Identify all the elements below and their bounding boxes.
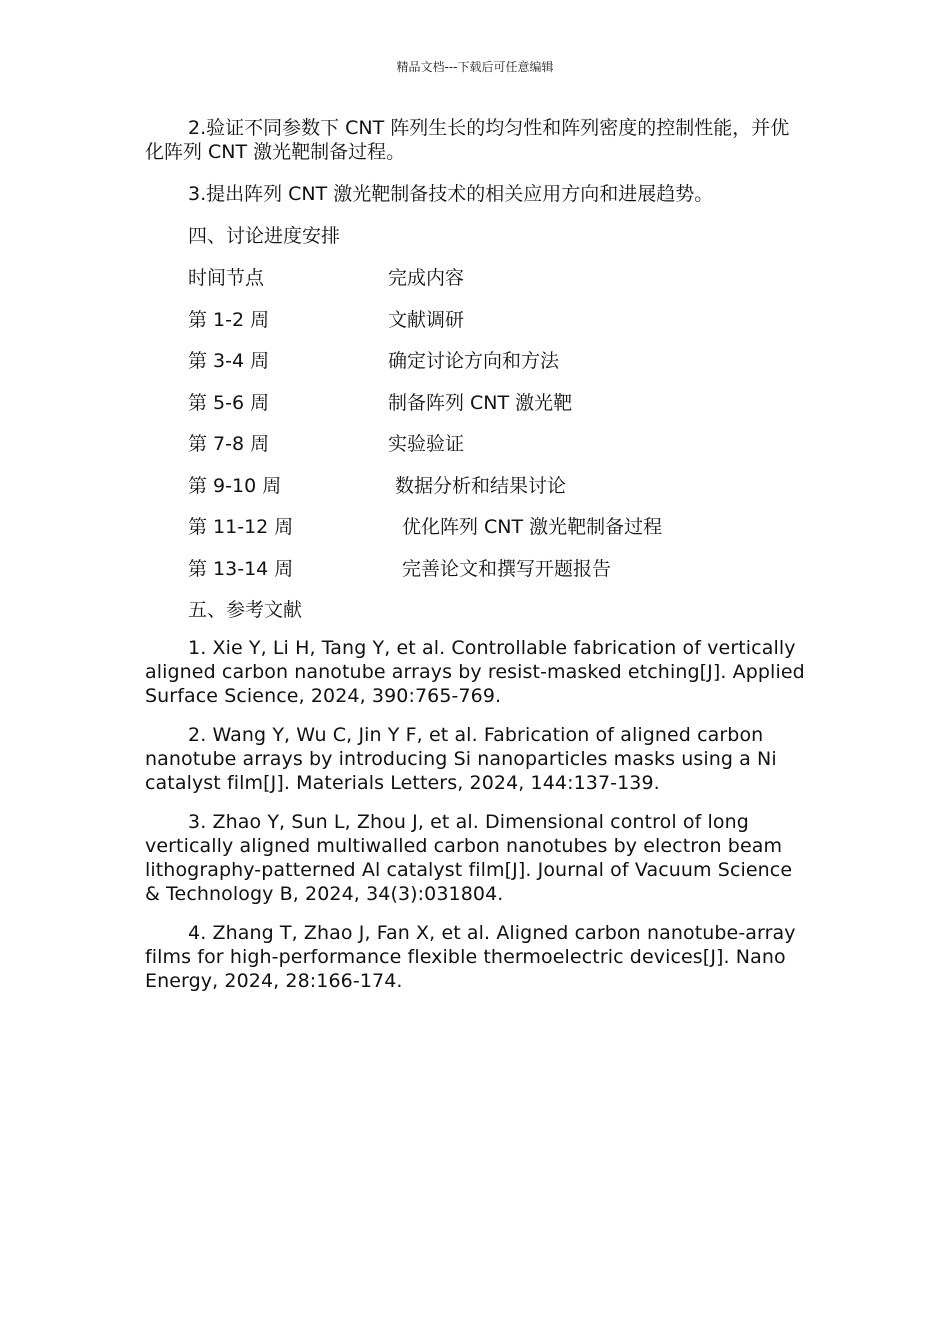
- references-heading: 五、参考文献: [188, 599, 303, 621]
- schedule-time: 第 11-12 周: [188, 516, 294, 538]
- document-body: [145, 116, 805, 1008]
- column-header-content: 完成内容: [388, 267, 465, 289]
- reference-item: 4. Zhang T, Zhao J, Fan X, et al. Aligned carbon nanotube-array films for high-performance flexible thermoelectric devices[J]. Nano Energy, 2024, 28:166-174.: [145, 922, 796, 992]
- schedule-time: 第 5-6 周: [188, 391, 270, 414]
- schedule-row: [145, 557, 805, 581]
- page-header: 精品文档---下载后可任意编辑: [396, 60, 554, 74]
- reference-item: 1. Xie Y, Li H, Tang Y, et al. Controllable fabrication of vertically aligned carbon nanotube arrays by resist-masked etching[J]. Applied Surface Science, 2024, 390:765-769.: [145, 637, 805, 707]
- schedule-content: 数据分析和结果讨论: [395, 474, 567, 497]
- schedule-table: [145, 266, 805, 581]
- schedule-row: [145, 474, 805, 498]
- schedule-content: 制备阵列 CNT 激光靶: [388, 391, 573, 414]
- objective-item-2: 2.验证不同参数下 CNT 阵列生长的均匀性和阵列密度的控制性能，并优化阵列 CNT 激光靶制备过程。: [145, 117, 790, 163]
- schedule-row: [145, 391, 805, 415]
- column-header-time: 时间节点: [188, 267, 265, 289]
- schedule-time: 第 3-4 周: [188, 350, 270, 372]
- schedule-header-row: [145, 266, 805, 290]
- reference-item: 2. Wang Y, Wu C, Jin Y F, et al. Fabrication of aligned carbon nanotube arrays by introducing Si nanoparticles masks using a Ni catalyst film[J]. Materials Letters, 2024, 144:137-139.: [145, 724, 777, 794]
- schedule-content: 优化阵列 CNT 激光靶制备过程: [402, 516, 663, 538]
- schedule-row: [145, 515, 805, 539]
- schedule-time: 第 9-10 周: [188, 474, 282, 497]
- schedule-row: [145, 432, 805, 456]
- schedule-content: 实验验证: [388, 433, 465, 455]
- schedule-content: 完善论文和撰写开题报告: [402, 557, 612, 580]
- schedule-content: 文献调研: [388, 308, 465, 331]
- schedule-row: [145, 349, 805, 373]
- schedule-content: 确定讨论方向和方法: [388, 350, 560, 372]
- schedule-heading: 四、讨论进度安排: [188, 225, 341, 247]
- schedule-time: 第 7-8 周: [188, 433, 270, 455]
- schedule-time: 第 1-2 周: [188, 308, 270, 331]
- schedule-time: 第 13-14 周: [188, 557, 294, 580]
- objective-item-3: 3.提出阵列 CNT 激光靶制备技术的相关应用方向和进展趋势。: [188, 183, 714, 205]
- schedule-row: [145, 308, 805, 332]
- reference-item: 3. Zhao Y, Sun L, Zhou J, et al. Dimensional control of long vertically aligned multiwalled carbon nanotubes by electron beam lithography-patterned Al catalyst film[J]. Journal of Vacuum Science & Technology B, 2024, 34(3):031804.: [145, 811, 793, 905]
